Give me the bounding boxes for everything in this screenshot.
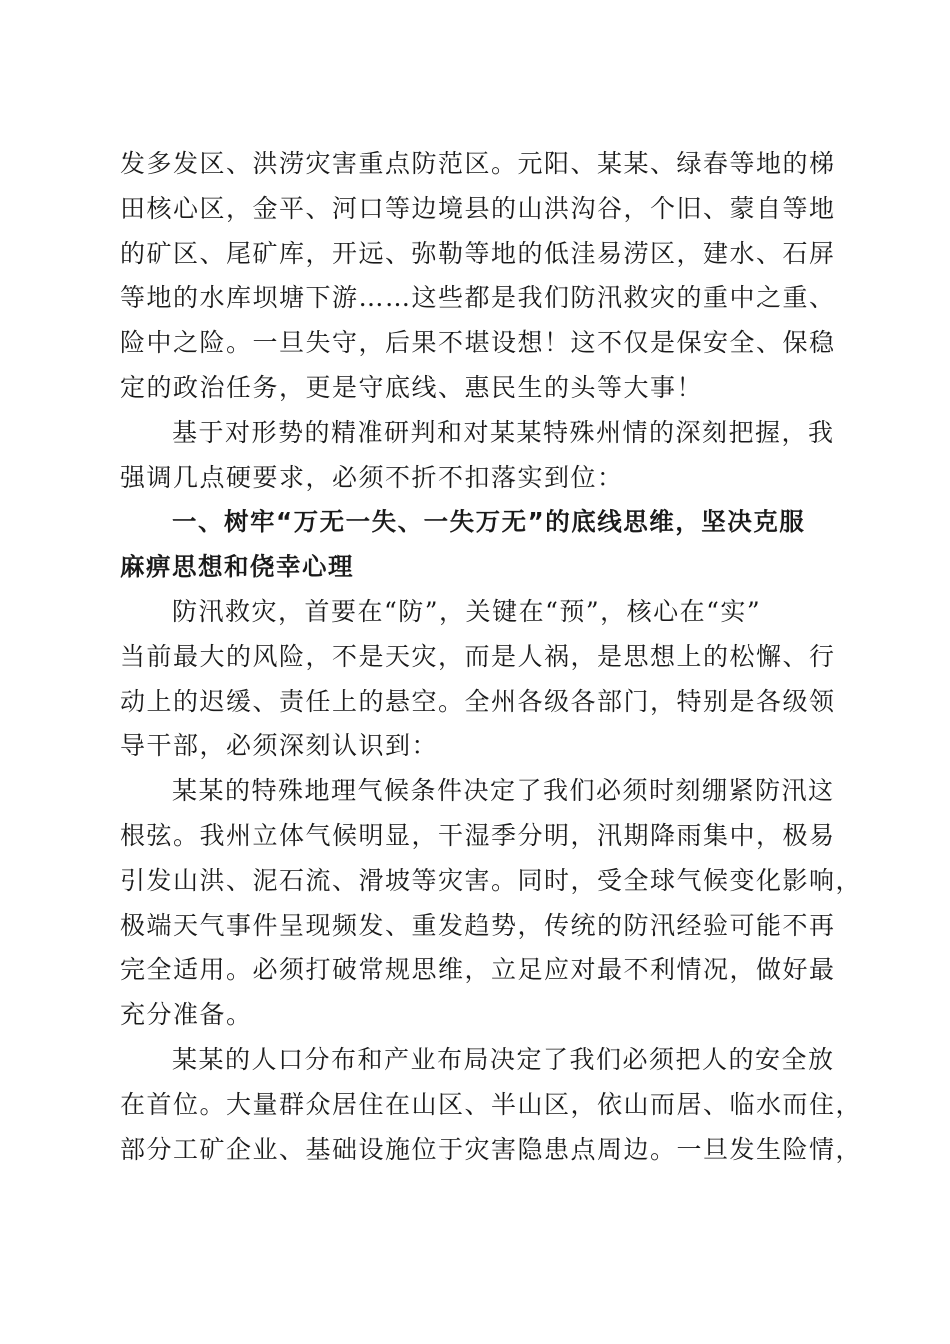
text-line: 完全适用。必须打破常规思维，立足应对最不利情况，做好最 bbox=[120, 955, 836, 985]
text-line: 根弦。我州立体气候明显，干湿季分明，汛期降雨集中，极易 bbox=[120, 820, 836, 850]
text-line: 基于对形势的精准研判和对某某特殊州情的深刻把握，我 bbox=[172, 417, 835, 447]
text-line: 等地的水库坝塘下游……这些都是我们防汛救灾的重中之重、 bbox=[120, 283, 836, 313]
section-heading-one bbox=[120, 500, 832, 590]
text-line: 某某的人口分布和产业布局决定了我们必须把人的安全放 bbox=[172, 1044, 835, 1074]
text-line: 田核心区，金平、河口等边境县的山洪沟谷，个旧、蒙自等地 bbox=[120, 193, 836, 223]
heading-line: 麻痹思想和侥幸心理 bbox=[120, 552, 354, 582]
text-line: 引发山洪、泥石流、滑坡等灾害。同时，受全球气候变化影响， bbox=[120, 865, 863, 895]
text-line: 极端天气事件呈现频发、重发趋势，传统的防汛经验可能不再 bbox=[120, 910, 836, 940]
text-line: 部分工矿企业、基础设施位于灾害隐患点周边。一旦发生险情， bbox=[120, 1134, 863, 1164]
text-line: 某某的特殊地理气候条件决定了我们必须时刻绷紧防汛这 bbox=[172, 776, 835, 806]
text-line: 强调几点硬要求，必须不折不扣落实到位： bbox=[120, 462, 624, 492]
text-line: 动上的迟缓、责任上的悬空。全州各级各部门，特别是各级领 bbox=[120, 686, 836, 716]
text-line: 防汛救灾，首要在“防”，关键在“预”，核心在“实” bbox=[172, 596, 762, 626]
text-line: 充分准备。 bbox=[120, 1000, 253, 1030]
paragraph-requirements-intro bbox=[120, 411, 835, 501]
paragraph-continued bbox=[120, 142, 836, 411]
heading-line: 一、树牢“万无一失、一失万无”的底线思维，坚决克服 bbox=[172, 507, 806, 537]
text-line: 定的政治任务，更是守底线、惠民生的头等大事！ bbox=[120, 372, 704, 402]
text-line: 在首位。大量群众居住在山区、半山区，依山而居、临水而住， bbox=[120, 1089, 863, 1119]
text-line: 发多发区、洪涝灾害重点防范区。元阳、某某、绿春等地的梯 bbox=[120, 149, 836, 178]
text-line: 当前最大的风险，不是天灾，而是人祸，是思想上的松懈、行 bbox=[120, 641, 836, 671]
text-line: 的矿区、尾矿库，开远、弥勒等地的低洼易涝区，建水、石屏 bbox=[120, 238, 836, 268]
paragraph-population bbox=[120, 1038, 863, 1172]
document-body bbox=[120, 142, 863, 1172]
paragraph-prevention bbox=[120, 590, 836, 769]
text-line: 导干部，必须深刻认识到： bbox=[120, 731, 439, 761]
paragraph-climate bbox=[120, 769, 863, 1038]
text-line: 险中之险。一旦失守，后果不堪设想！这不仅是保安全、保稳 bbox=[120, 328, 836, 358]
